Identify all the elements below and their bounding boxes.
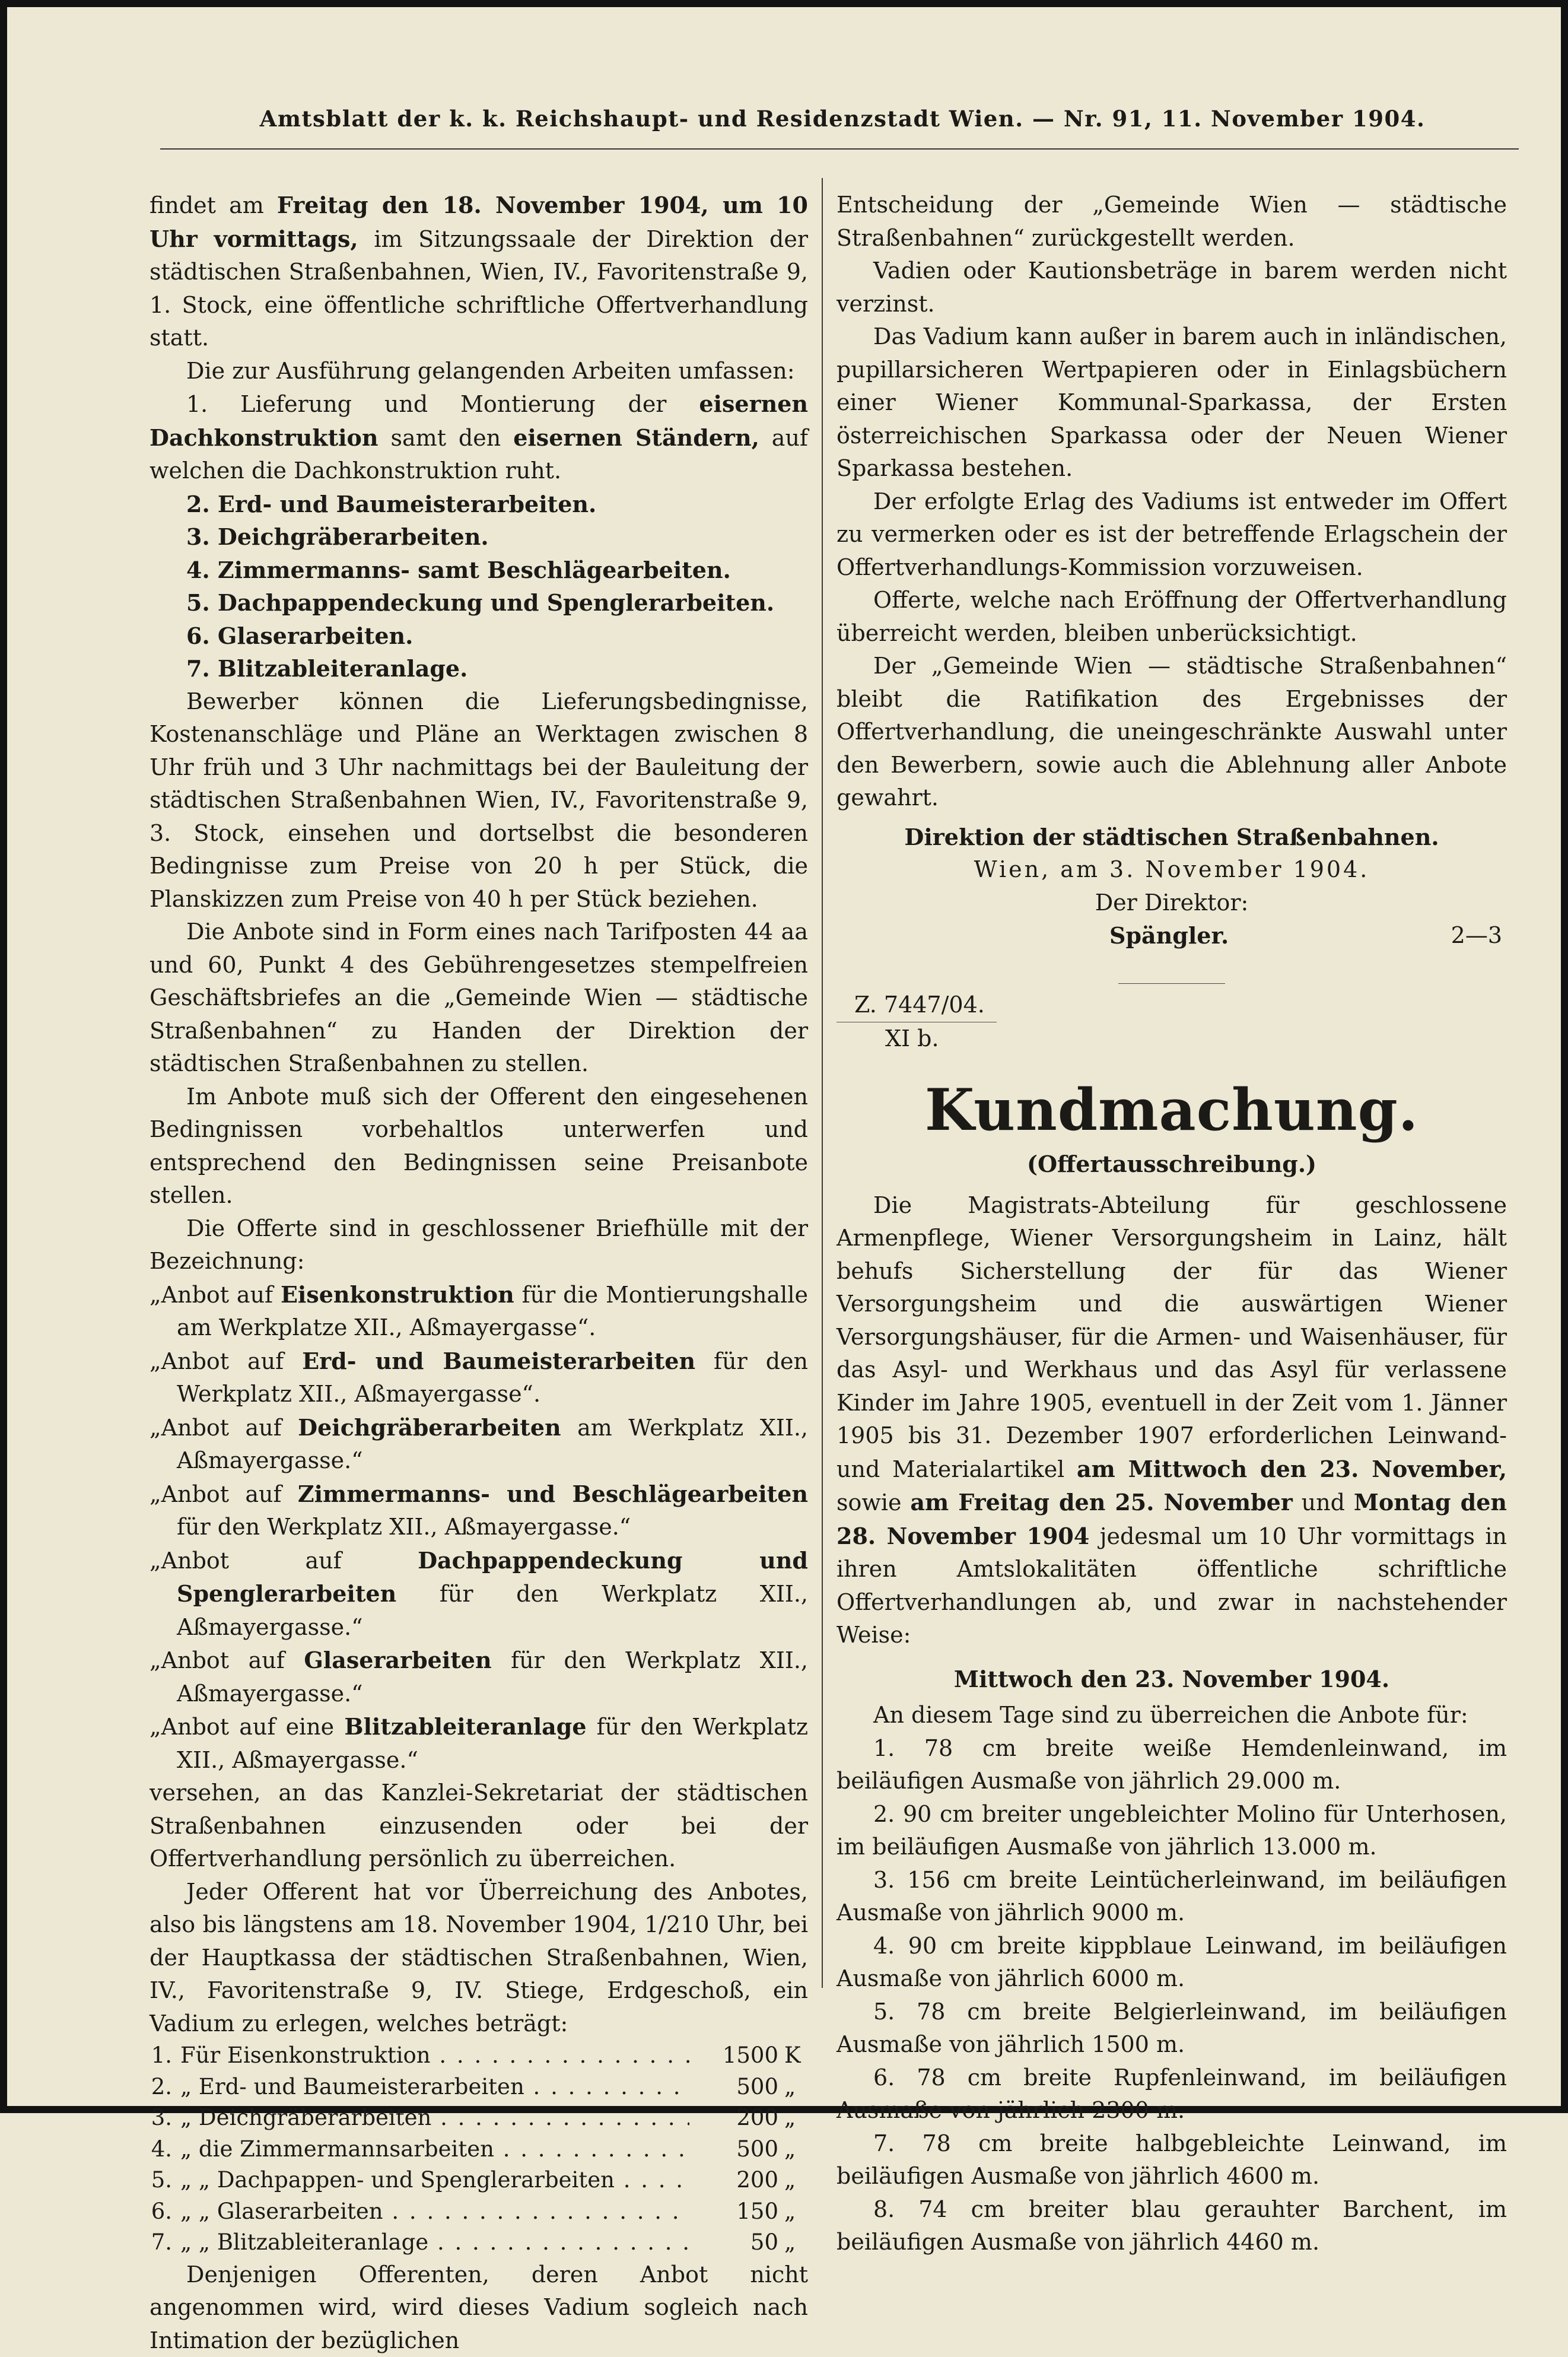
deposit-row: 1. Für Eisenkonstruktion . . . 1500 K: [150, 2040, 808, 2072]
notice-subtitle: (Offertausschreibung.): [837, 1148, 1507, 1181]
list-item: 2. 90 cm breiter ungebleichter Molino für Unterhosen, im beiläufigen Ausmaße von jährlich 13.000 m.: [837, 1798, 1507, 1864]
list-item: 3. 156 cm breite Leintücherleinwand, im beiläufigen Ausmaße von jährlich 9000 m.: [837, 1864, 1507, 1930]
bid-label: „Anbot auf Zimmermanns- und Beschlägearbeiten für den Werkplatz XII., Aßmayergasse.“: [150, 1478, 808, 1544]
bid-label: „Anbot auf Erd- und Baumeisterarbeiten für den Werkplatz XII., Aßmayergasse“.: [150, 1345, 808, 1411]
paragraph: Die Magistrats-Abteilung für geschlossene Armenpflege, Wiener Versorgungsheim in Lainz, hält behufs Sicherstellung der für das Wiener Versorgungsheim und die auswärtigen Wiener Versorgungshäuser, für die Armen- und Waisenhäuser, für das Asyl- und Werkhaus und das Asyl für verlassene Kinder im Jahre 1905, eventuell in der Zeit vom 1. Jänner 1905 bis 31. Dezember 1907 erforderlichen Leinwand- und Materialartikel am Mittwoch den 23. November, sowie am Freitag den 25. November und Montag den 28. November 1904 jedesmal um 10 Uhr vormittags in ihren Amtslokalitäten öffentliche schriftliche Offertverhandlungen ab, und zwar in nachstehender Weise:: [837, 1189, 1507, 1652]
deposit-row: 5. „ „ Dachpappen- und Spenglerarbeiten . . . 200 „: [150, 2165, 808, 2196]
deposit-row: 3. „ Deichgräberarbeiten . . . 200 „: [150, 2102, 808, 2134]
paragraph: Das Vadium kann außer in barem auch in inländischen, pupillarsicheren Wertpapieren oder in Einlagsbüchern einer Wiener Kommunal-Sparkassa, der Ersten österreichischen Sparkassa oder der Neuen Wiener Sparkassa bestehen.: [837, 320, 1507, 485]
list-item: 5. 78 cm breite Belgierleinwand, im beiläufigen Ausmaße von jährlich 1500 m.: [837, 1996, 1507, 2061]
signature-title: Der Direktor:: [837, 887, 1507, 920]
deposit-row: 6. „ „ Glaserarbeiten . . . 150 „: [150, 2196, 808, 2228]
signature-line: [837, 919, 1507, 952]
deposit-row: 2. „ Erd- und Baumeisterarbeiten . . . 500 „: [150, 2072, 808, 2103]
list-item: 8. 74 cm breiter blau gerauhter Barchent, im beiläufigen Ausmaße von jährlich 4460 m.: [837, 2193, 1507, 2259]
paragraph: Offerte, welche nach Eröffnung der Offertverhandlung überreicht werden, bleiben unberücksichtigt.: [837, 584, 1507, 650]
work-item: 2. Erd- und Baumeisterarbeiten.: [150, 488, 808, 521]
paragraph: Denjenigen Offerenten, deren Anbot nicht angenommen wird, wird dieses Vadium sogleich nach Intimation der bezüglichen: [150, 2258, 808, 2357]
paragraph: Jeder Offerent hat vor Überreichung des Anbotes, also bis längstens am 18. November 1904, 1/210 Uhr, bei der Hauptkassa der städtischen Straßenbahnen, Wien, IV., Favoritenstraße 9, IV. Stiege, Erdgeschoß, ein Vadium zu erlegen, welches beträgt:: [150, 1876, 808, 2041]
paragraph: Entscheidung der „Gemeinde Wien — städtische Straßenbahnen“ zurückgestellt werden.: [837, 189, 1507, 255]
paragraph: Die Anbote sind in Form eines nach Tarifposten 44 aa und 60, Punkt 4 des Gebührengesetzes stempelfreien Geschäftsbriefes an die „Gemeinde Wien — städtische Straßenbahnen“ zu Handen der Direktion der städtischen Straßenbahnen zu stellen.: [150, 916, 808, 1081]
bid-label: „Anbot auf eine Blitzableiteranlage für den Werkplatz XII., Aßmayergasse.“: [150, 1710, 808, 1777]
signature-place-date: Wien, am 3. November 1904.: [837, 853, 1507, 887]
signature-name: Spängler.: [1109, 919, 1229, 952]
reference-number: Z. 7447/04.: [837, 989, 997, 1022]
work-item: 4. Zimmermanns- samt Beschlägearbeiten.: [150, 554, 808, 587]
deposit-row: 7. „ „ Blitzableiteranlage . . . 50 „: [150, 2227, 808, 2258]
paragraph: Der „Gemeinde Wien — städtische Straßenbahnen“ bleibt die Ratifikation des Ergebnisses der Offertverhandlung, die uneingeschränkte Auswahl unter den Bewerbern, sowie auch die Ablehnung aller Anbote gewahrt.: [837, 650, 1507, 815]
work-item: 7. Blitzableiteranlage.: [150, 652, 808, 685]
work-item: 6. Glaserarbeiten.: [150, 620, 808, 653]
list-item: 6. 78 cm breite Rupfenleinwand, im beiläufigen Ausmaße von jährlich 2300 m.: [837, 2061, 1507, 2127]
paragraph: Die Offerte sind in geschlossener Briefhülle mit der Bezeichnung:: [150, 1212, 808, 1278]
paragraph: Bewerber können die Lieferungsbedingnisse, Kostenanschläge und Pläne an Werktagen zwischen 8 Uhr früh und 3 Uhr nachmittags bei der Bauleitung der städtischen Straßenbahnen Wien, IV., Favoritenstraße 9, 3. Stock, einsehen und dortselbst die besonderen Bedingnisse zum Preise von 20 h per Stück, die Planskizzen zum Preise von 40 h per Stück beziehen.: [150, 685, 808, 916]
list-item: 1. 78 cm breite weiße Hemdenleinwand, im beiläufigen Ausmaße von jährlich 29.000 m.: [837, 1732, 1507, 1798]
deposit-table: [150, 2040, 808, 2258]
work-item: 1. Lieferung und Montierung der eisernen Dachkonstruktion samt den eisernen Ständern, auf welchen die Dachkonstruktion ruht.: [150, 387, 808, 488]
right-column: [837, 189, 1507, 2259]
paragraph: Im Anbote muß sich der Offerent den eingesehenen Bedingnissen vorbehaltlos unterwerfen und entsprechend den Bedingnissen seine Preisanbote stellen.: [150, 1081, 808, 1212]
bid-label: „Anbot auf Dachpappendeckung und Spenglerarbeiten für den Werkplatz XII., Aßmayergasse.“: [150, 1544, 808, 1644]
paragraph: Vadien oder Kautionsbeträge in barem werden nicht verzinst.: [837, 255, 1507, 320]
paragraph: Der erfolgte Erlag des Vadiums ist entweder im Offert zu vermerken oder es ist der betreffende Erlagschein der Offertverhandlungs-Kommission vorzuweisen.: [837, 485, 1507, 585]
separator-rule: [1118, 983, 1225, 984]
notice-title: Kundmachung.: [837, 1078, 1507, 1143]
signature-organization: Direktion der städtischen Straßenbahnen.: [837, 821, 1507, 854]
bid-label: „Anbot auf Glaserarbeiten für den Werkplatz XII., Aßmayergasse.“: [150, 1644, 808, 1710]
work-item: 3. Deichgräberarbeiten.: [150, 520, 808, 554]
paragraph: Die zur Ausführung gelangenden Arbeiten umfassen:: [150, 355, 808, 388]
header-rule: [160, 148, 1519, 150]
work-item: 5. Dachpappendeckung und Spenglerarbeiten.: [150, 586, 808, 620]
column-divider: [822, 178, 823, 1988]
paragraph: findet am Freitag den 18. November 1904, um 10 Uhr vormittags, im Sitzungssaale der Direktion der städtischen Straßenbahnen, Wien, IV., Favoritenstraße 9, 1. Stock, eine öffentliche schriftliche Offertverhandlung statt.: [150, 189, 808, 355]
paragraph: An diesem Tage sind zu überreichen die Anbote für:: [837, 1699, 1507, 1732]
deposit-row: 4. „ die Zimmermannsarbeiten . . . 500 „: [150, 2134, 808, 2165]
bid-label: „Anbot auf Eisenkonstruktion für die Montierungshalle am Werkplatze XII., Aßmayergasse“.: [150, 1278, 808, 1345]
day-heading: Mittwoch den 23. November 1904.: [837, 1663, 1507, 1696]
left-column: [150, 189, 808, 2357]
list-item: 7. 78 cm breite halbgebleichte Leinwand, im beiläufigen Ausmaße von jährlich 4600 m.: [837, 2127, 1507, 2193]
list-item: 4. 90 cm breite kippblaue Leinwand, im beiläufigen Ausmaße von jährlich 6000 m.: [837, 1930, 1507, 1996]
signature-reference: 2—3: [1451, 919, 1502, 952]
reference-section: XI b.: [837, 1022, 1507, 1056]
paragraph: versehen, an das Kanzlei-Sekretariat der städtischen Straßenbahnen einzusenden oder bei der Offertverhandlung persönlich zu überreichen.: [150, 1777, 808, 1876]
page-header: Amtsblatt der k. k. Reichshaupt- und Residenzstadt Wien. — Nr. 91, 11. November 1904.: [166, 106, 1519, 132]
bid-label: „Anbot auf Deichgräberarbeiten am Werkplatz XII., Aßmayergasse.“: [150, 1411, 808, 1478]
